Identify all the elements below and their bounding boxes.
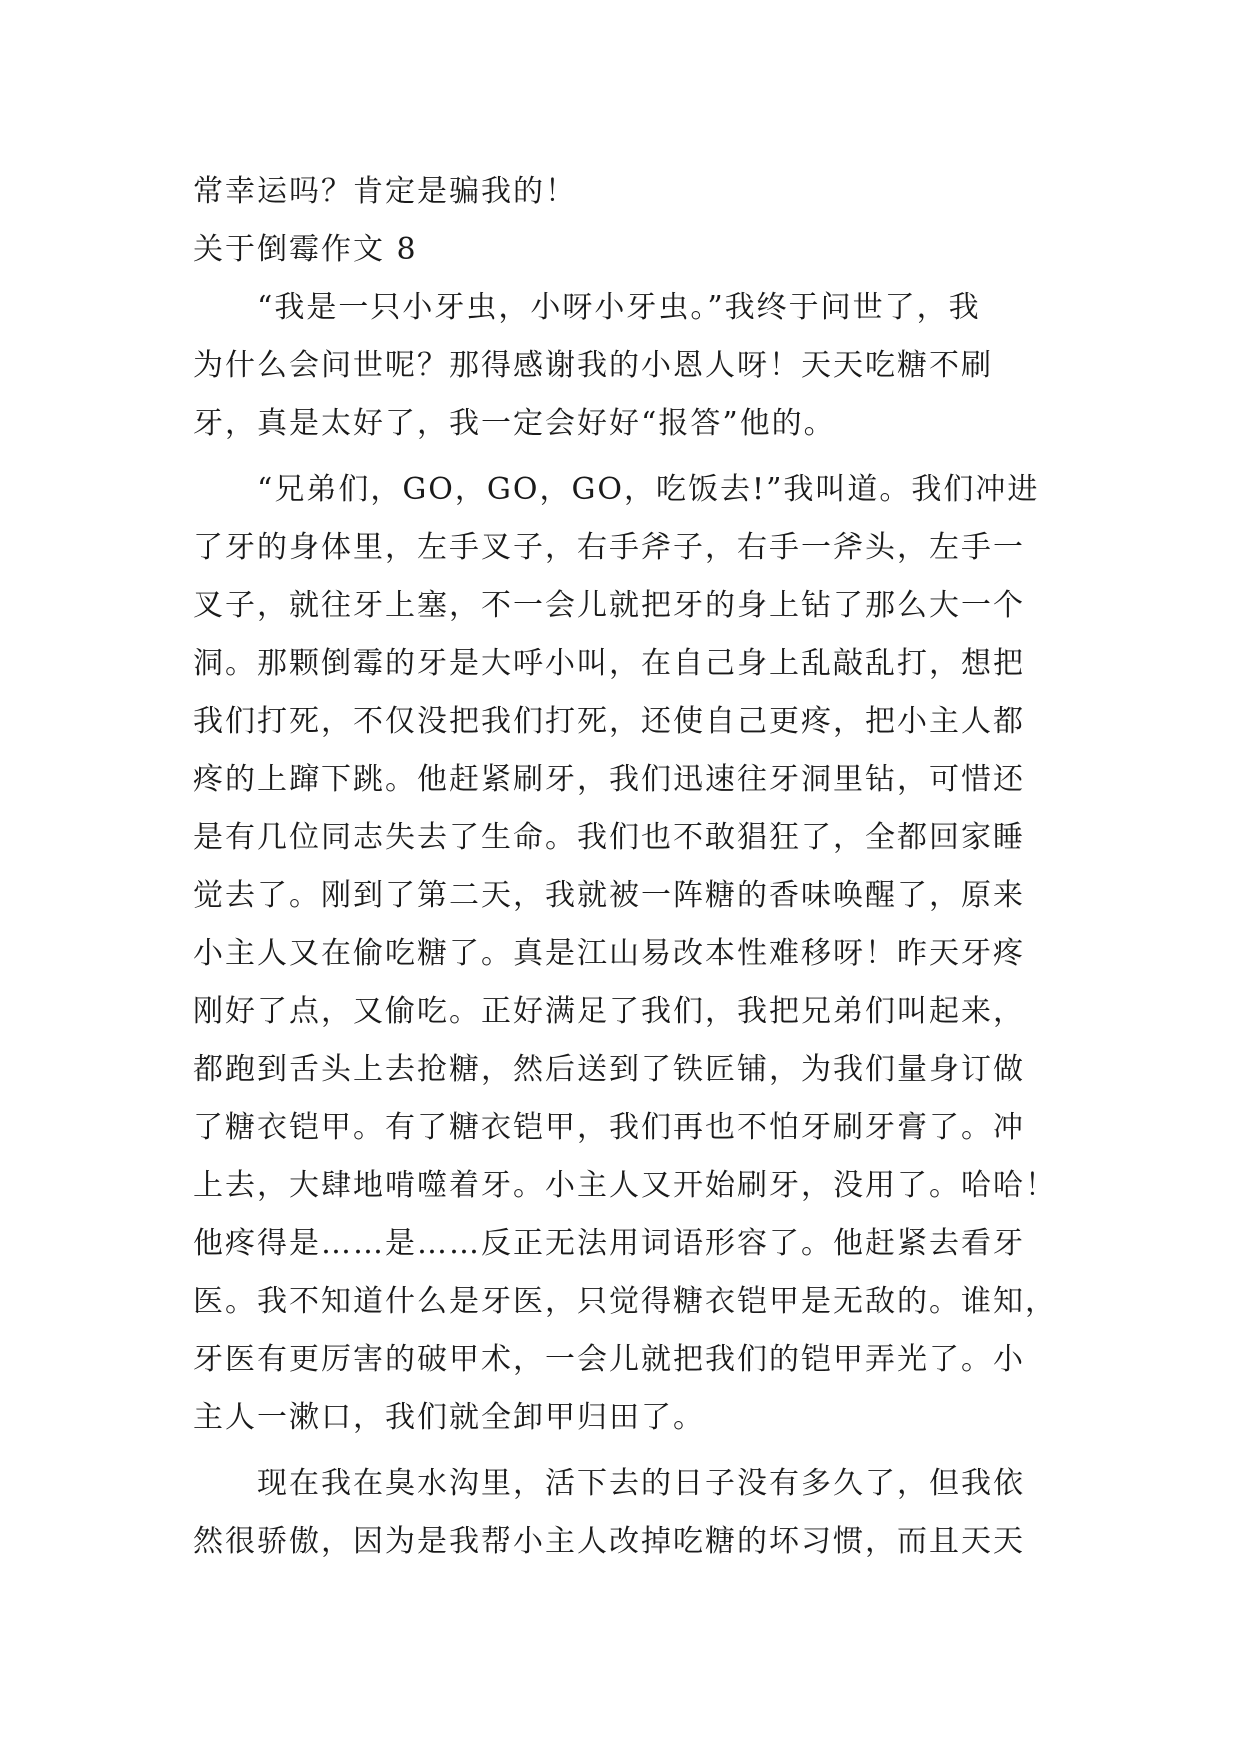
text-line: 洞。那颗倒霉的牙是大呼小叫，在自己身上乱敲乱打，想把 (193, 646, 1025, 681)
text-line: 都跑到舌头上去抢糖，然后送到了铁匠铺，为我们量身订做 (193, 1052, 1025, 1087)
text-line: 牙，真是太好了，我一定会好好“报答”他的。 (193, 406, 836, 441)
text-line: 了牙的身体里，左手叉子，右手斧子，右手一斧头，左手一 (193, 530, 1025, 565)
document-page (193, 163, 1063, 1571)
text-line: 为什么会问世呢？那得感谢我的小恩人呀！天天吃糖不刷 (193, 348, 993, 383)
paragraph-3 (193, 1455, 1063, 1571)
text-line: 牙医有更厉害的破甲术，一会儿就把我们的铠甲弄光了。小 (193, 1342, 1025, 1377)
essay-title: 关于倒霉作文 8 (193, 232, 418, 267)
text-line: 常幸运吗？肯定是骗我的！ (193, 174, 577, 209)
text-line: 疼的上蹿下跳。他赶紧刷牙，我们迅速往牙洞里钻，可惜还 (193, 762, 1025, 797)
text-line: 他疼得是……是……反正无法用词语形容了。他赶紧去看牙 (193, 1226, 1025, 1261)
text-line: 我们打死，不仅没把我们打死，还使自己更疼，把小主人都 (193, 704, 1025, 739)
text-line: 刚好了点，又偷吃。正好满足了我们，我把兄弟们叫起来， (193, 994, 1025, 1029)
paragraph-2 (193, 461, 1063, 1447)
text-line: 小主人又在偷吃糖了。真是江山易改本性难移呀！昨天牙疼 (193, 936, 1025, 971)
text-line: 叉子，就往牙上塞，不一会儿就把牙的身上钻了那么大一个 (193, 588, 1025, 623)
text-line: “我是一只小牙虫，小呀小牙虫。”我终于问世了，我 (257, 290, 981, 325)
text-line: 主人一漱口，我们就全卸甲归田了。 (193, 1400, 705, 1435)
text-line: 然很骄傲，因为是我帮小主人改掉吃糖的坏习惯，而且天天 (193, 1524, 1025, 1559)
text-line: “兄弟们，GO，GO，GO，吃饭去!”我叫道。我们冲进 (257, 472, 1040, 507)
text-line: 觉去了。刚到了第二天，我就被一阵糖的香味唤醒了，原来 (193, 878, 1025, 913)
text-line: 是有几位同志失去了生命。我们也不敢猖狂了，全都回家睡 (193, 820, 1025, 855)
paragraph-1 (193, 279, 1063, 453)
text-line: 医。我不知道什么是牙医，只觉得糖衣铠甲是无敌的。谁知， (193, 1284, 1057, 1319)
text-line: 现在我在臭水沟里，活下去的日子没有多久了，但我依 (257, 1466, 1025, 1501)
text-line: 了糖衣铠甲。有了糖衣铠甲，我们再也不怕牙刷牙膏了。冲 (193, 1110, 1025, 1145)
text-line: 上去，大肆地啃噬着牙。小主人又开始刷牙，没用了。哈哈！ (193, 1168, 1057, 1203)
